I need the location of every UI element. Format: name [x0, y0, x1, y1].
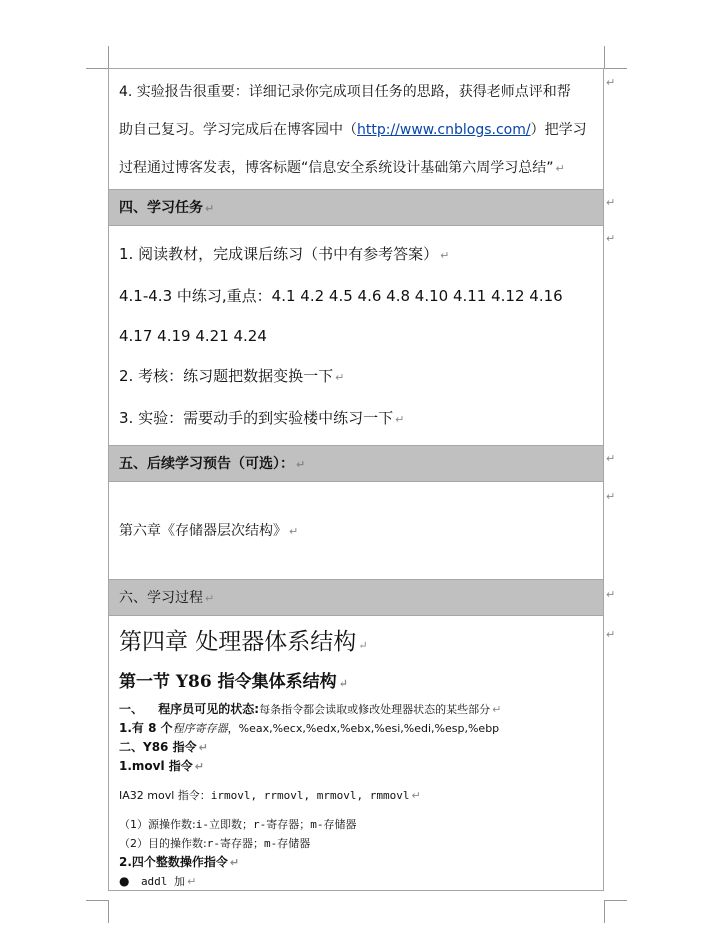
section-heading: 第一节 Y86 指令集体系结构 ↵: [119, 672, 348, 692]
cnblogs-link[interactable]: http://www.cnblogs.com/: [357, 122, 531, 138]
section-4-header: 四、学习任务 ↵: [109, 190, 603, 226]
row-end-mark: ↵: [606, 196, 616, 209]
row-end-mark: ↵: [606, 452, 616, 465]
y86-instructions-heading: 二、Y86 指令 ↵: [119, 740, 208, 754]
crop-mark-top-right: [604, 46, 627, 69]
bullet-icon: ●: [119, 874, 130, 888]
registers-line: 1.有 8 个程序寄存器，%eax,%ecx,%edx,%ebx,%esi,%edi,%esp,%ebp: [119, 721, 500, 735]
section-6-header: 六、学习过程 ↵: [109, 580, 603, 616]
tasks-row: [109, 226, 603, 446]
row-end-mark: ↵: [606, 76, 616, 89]
next-chapter-text: 第六章《存储器层次结构》: [119, 523, 287, 539]
ia32-movl-line: IA32 movl 指令：irmovl, rrmovl, mrmovl, rmmovl ↵: [119, 789, 421, 802]
visible-state-line: 一、 程序员可见的状态:每条指令都会读取或修改处理器状态的某些部分 ↵: [119, 702, 502, 716]
dest-operand-line: （2）目的操作数:r-寄存器；m-存储器: [119, 837, 311, 850]
task-line-5: 3. 实验：需要动手的到实验楼中练习一下 ↵: [119, 409, 405, 427]
row-end-mark: ↵: [606, 490, 616, 503]
task-line-1: 1. 阅读教材，完成课后练习（书中有参考答案） ↵: [119, 245, 450, 263]
task-line-4: 2. 考核：练习题把数据变换一下 ↵: [119, 367, 345, 385]
chapter-heading: 第四章 处理器体系结构 ↵: [119, 629, 368, 655]
next-chapter-row: 第六章《存储器层次结构》 ↵: [109, 482, 603, 580]
task-line-3: 4.17 4.19 4.21 4.24: [119, 327, 267, 345]
row-end-mark: ↵: [606, 232, 616, 245]
source-operand-line: （1）源操作数:i-立即数；r-寄存器；m-存储器: [119, 818, 357, 831]
document-table: [108, 68, 604, 891]
intro-line-1: 4. 实验报告很重要：详细记录你完成项目任务的思路，获得老师点评和帮: [119, 84, 571, 100]
int-ops-heading: 2.四个整数操作指令 ↵: [119, 855, 240, 869]
intro-line-2: 助自己复习。学习完成后在博客园中（http://www.cnblogs.com/）把学习: [119, 122, 587, 138]
intro-line-3: 过程通过博客发表，博客标题“信息安全系统设计基础第六周学习总结” ↵: [119, 160, 565, 176]
crop-mark-top-left: [86, 46, 109, 69]
task-line-2: 4.1-4.3 中练习,重点：4.1 4.2 4.5 4.6 4.8 4.10 4.11 4.12 4.16: [119, 287, 563, 305]
row-end-mark: ↵: [606, 628, 616, 641]
movl-heading: 1.movl 指令 ↵: [119, 759, 204, 773]
crop-mark-bottom-right: [604, 900, 627, 923]
addl-item: ● addl 加 ↵: [119, 874, 197, 888]
crop-mark-bottom-left: [86, 900, 109, 923]
row-end-mark: ↵: [606, 588, 616, 601]
section-5-header: 五、后续学习预告（可选）： ↵: [109, 446, 603, 482]
intro-row: [109, 69, 603, 190]
learning-content: [109, 616, 603, 890]
